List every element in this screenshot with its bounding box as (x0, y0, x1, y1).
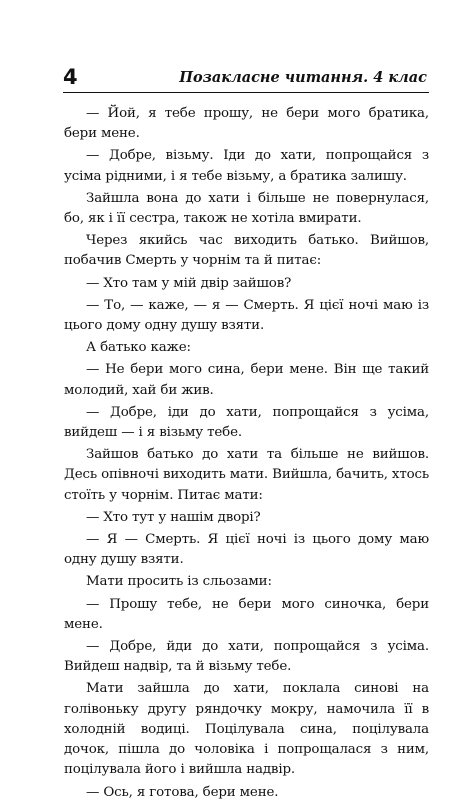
paragraph: Через якийсь час виходить батько. Вийшов, побачив Смерть у чорнім та й питає: (64, 233, 429, 269)
page-header (63, 66, 429, 93)
paragraph: Зайшла вона до хати і більше не повернулася, бо, як і її сестра, також не хотіла вмирати. (64, 190, 429, 227)
story-text (64, 104, 429, 803)
paragraph: Мати просить із сльозами: (86, 574, 272, 590)
paragraph: — Добре, іди до хати, попрощайся з усіма, вийдеш — і я візьму тебе. (64, 404, 429, 441)
running-title: Позакласне читання. 4 клас (179, 69, 427, 86)
paragraph: Мати зайшла до хати, поклала синові на голівоньку другу ряндочку мокру, намочила її в холодній водиці. Поцілувала сина, поцілувала дочок, пішла до чоловіка і попрощалася з ним, поцілувала його і вийшла надвір. (64, 681, 429, 778)
paragraph: — Йой, я тебе прошу, не бери мого братика, бери мене. (64, 106, 429, 142)
paragraph: — Прошу тебе, не бери мого синочка, бери мене. (64, 596, 429, 632)
paragraph: — Хто тут у нашім дворі? (86, 509, 261, 525)
page-number: 4 (63, 65, 78, 89)
paragraph: — Не бери мого сина, бери мене. Він ще такий молодий, хай би жив. (64, 362, 429, 398)
paragraph: — Добре, йди до хати, попрощайся з усіма. Вийдеш надвір, та й візьму тебе. (64, 639, 429, 675)
paragraph: — Ось, я готова, бери мене. (86, 784, 279, 800)
paragraph: — То, — каже, — я — Смерть. Я цієї ночі маю із цього дому одну душу взяти. (64, 297, 429, 334)
paragraph: — Добре, візьму. Іди до хати, попрощайся з усіма рідними, і я тебе візьму, а братика залишу. (64, 148, 429, 184)
paragraph: А батько каже: (86, 340, 191, 356)
paragraph: — Я — Смерть. Я цієї ночі із цього дому маю одну душу взяти. (64, 532, 429, 568)
paragraph: Зайшов батько до хати та більше не вийшов. Десь опівночі виходить мати. Вийшла, бачить, хтось стоїть у чорнім. Питає мати: (64, 447, 429, 503)
paragraph: — Хто там у мій двір зайшов? (86, 275, 292, 291)
